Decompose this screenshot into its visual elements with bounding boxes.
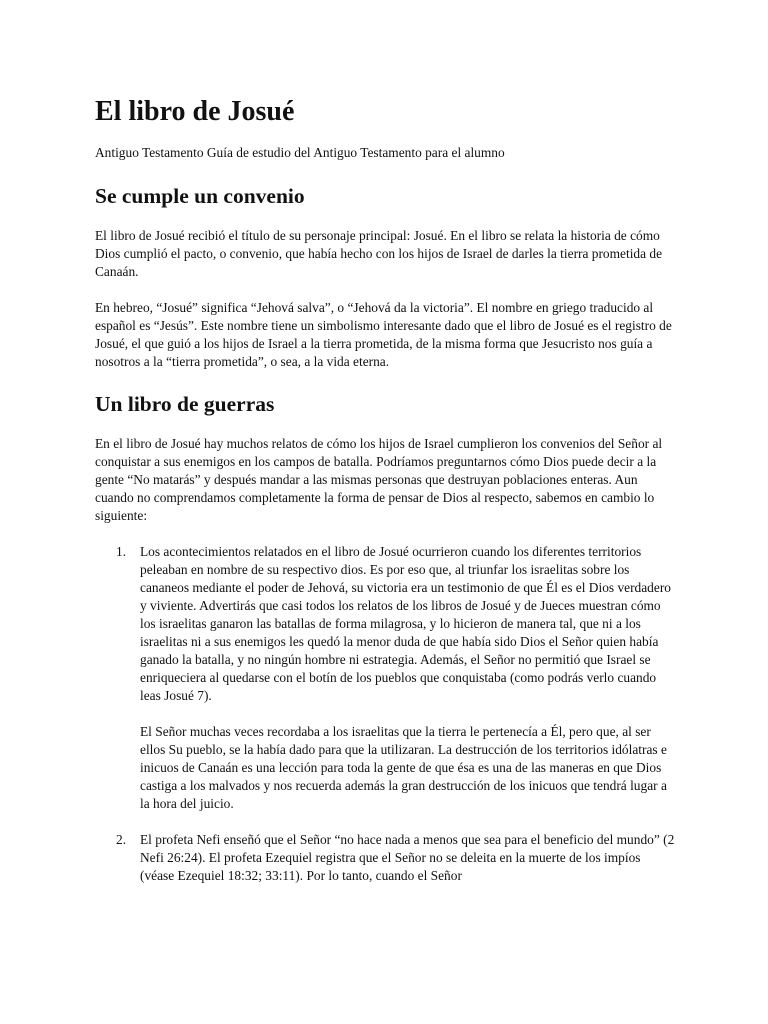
page-title: El libro de Josué <box>95 96 295 127</box>
paragraph: En el libro de Josué hay muchos relatos de cómo los hijos de Israel cumplieron los convenios del Señor al conquistar a sus enemigos en los campos de batalla. Podríamos preguntarnos cómo Dios puede decir a la gente “No matarás” y después mandar a las mismas personas que destruyan poblaciones enteras. Aun cuando no comprendamos completamente la forma de pensar de Dios al respecto, sabemos en cambio lo siguiente: <box>95 436 663 523</box>
document-page <box>95 92 675 885</box>
section-heading-guerras: Un libro de guerras <box>95 392 275 416</box>
section-heading-convenio: Se cumple un convenio <box>95 184 305 208</box>
paragraph: El libro de Josué recibió el título de su personaje principal: Josué. En el libro se relata la historia de cómo Dios cumplió el pacto, o convenio, que había hecho con los hijos de Israel de darles la tierra prometida de Canaán. <box>95 228 663 279</box>
paragraph: En hebreo, “Josué” significa “Jehová salva”, o “Jehová da la victoria”. El nombre en griego traducido al español es “Jesús”. Este nombre tiene un simbolismo interesante dado que el libro de Josué es el registro de Josué, el que guió a los hijos de Israel a la tierra prometida, de la misma forma que Jesucristo nos guía a nosotros a la “tierra prometida”, o sea, a la vida eterna. <box>95 300 672 369</box>
numbered-list <box>95 543 675 885</box>
page-subtitle: Antiguo Testamento Guía de estudio del Antiguo Testamento para el alumno <box>95 145 505 160</box>
list-item-number: 1. <box>116 544 127 559</box>
list-item-paragraph: El profeta Nefi enseñó que el Señor “no hace nada a menos que sea para el beneficio del mundo” (2 Nefi 26:24). El profeta Ezequiel registra que el Señor no se deleita en la muerte de los impíos (véase Ezequiel 18:32; 33:11). Por lo tanto, cuando el Señor <box>140 832 675 883</box>
list-item-paragraph: Los acontecimientos relatados en el libro de Josué ocurrieron cuando los diferentes territorios peleaban en nombre de su respectivo dios. Es por eso que, al triunfar los israelitas sobre los cananeos mediante el poder de Jehová, su victoria era un testimonio de que Él es el Dios verdadero y viviente. Advertirás que casi todos los relatos de los libros de Josué y de Jueces muestran cómo los israelitas ganaron las batallas de forma milagrosa, y lo hicieron de manera tal, que ni a los israelitas ni a sus enemigos les quedó la menor duda de que había sido Dios el Señor quien había ganado la batalla, y no ningún hombre ni estrategia. Además, el Señor no permitió que Israel se enriqueciera al quedarse con el botín de los pueblos que conquistaba (como podrás verlo cuando leas Josué 7). <box>140 544 671 703</box>
list-item-number: 2. <box>116 832 127 847</box>
list-item-paragraph: El Señor muchas veces recordaba a los israelitas que la tierra le pertenecía a Él, pero que, al ser ellos Su pueblo, se la había dado para que la utilizaran. La destrucción de los territorios idólatras e inicuos de Canaán es una lección para toda la gente de que ésa es una de las maneras en que Dios castiga a los malvados y nos recuerda además la gran destrucción de los inicuos que tendrá lugar a la hora del juicio. <box>140 724 667 811</box>
list-item <box>95 831 675 885</box>
list-item <box>95 543 675 813</box>
